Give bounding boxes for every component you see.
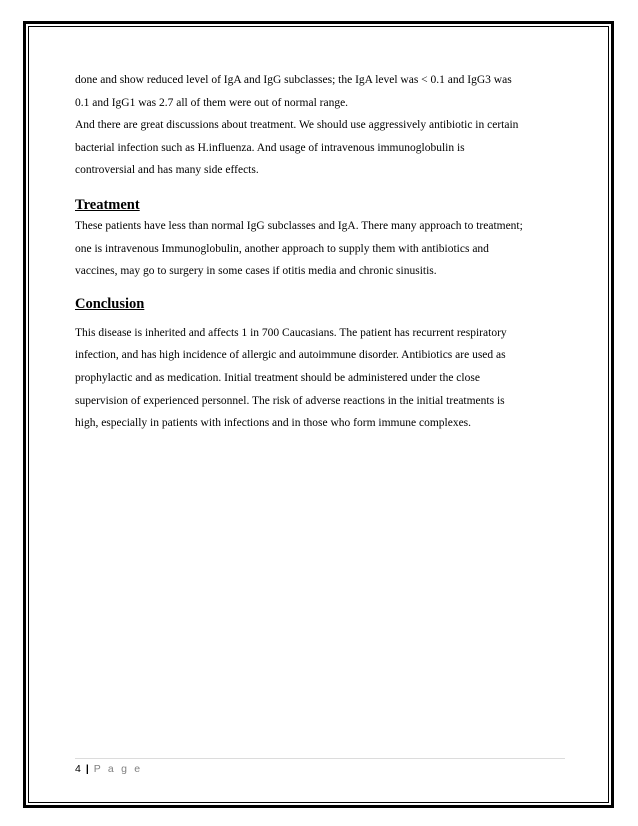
- conclusion-heading: Conclusion: [75, 295, 145, 312]
- page-number: 4: [75, 763, 81, 775]
- document-body: [75, 69, 575, 435]
- text-line: high, especially in patients with infections and in those who form immune complexes.: [75, 417, 472, 430]
- text-line: controversial and has many side effects.: [75, 164, 259, 177]
- text-line: infection, and has high incidence of allergic and autoimmune disorder. Antibiotics are used as: [75, 349, 506, 362]
- conclusion-paragraph: [75, 322, 575, 435]
- text-line: bacterial infection such as H.influenza. And usage of intravenous immunoglobulin is: [75, 141, 465, 154]
- text-line: one is intravenous Immunoglobulin, another approach to supply them with antibiotics and: [75, 242, 489, 255]
- text-line: supervision of experienced personnel. The risk of adverse reactions in the initial treatments is: [75, 394, 505, 407]
- text-line: vaccines, may go to surgery in some cases if otitis media and chronic sinusitis.: [75, 265, 437, 278]
- footer-divider: [75, 758, 565, 759]
- text-line: prophylactic and as medication. Initial treatment should be administered under the close: [75, 371, 480, 384]
- treatment-heading: Treatment: [75, 196, 140, 213]
- intro-paragraph: [75, 69, 575, 182]
- treatment-paragraph: [75, 215, 575, 283]
- page-footer: [75, 763, 142, 775]
- text-line: And there are great discussions about treatment. We should use aggressively antibiotic in certain: [75, 119, 519, 132]
- page-label: P a g e: [93, 763, 143, 775]
- text-line: done and show reduced level of IgA and IgG subclasses; the IgA level was < 0.1 and IgG3 was: [75, 74, 512, 86]
- footer-separator: |: [85, 763, 89, 775]
- text-line: These patients have less than normal IgG subclasses and IgA. There many approach to treatment;: [75, 219, 523, 232]
- text-line: This disease is inherited and affects 1 in 700 Caucasians. The patient has recurrent respiratory: [75, 326, 507, 339]
- text-line: 0.1 and IgG1 was 2.7 all of them were out of normal range.: [75, 96, 349, 109]
